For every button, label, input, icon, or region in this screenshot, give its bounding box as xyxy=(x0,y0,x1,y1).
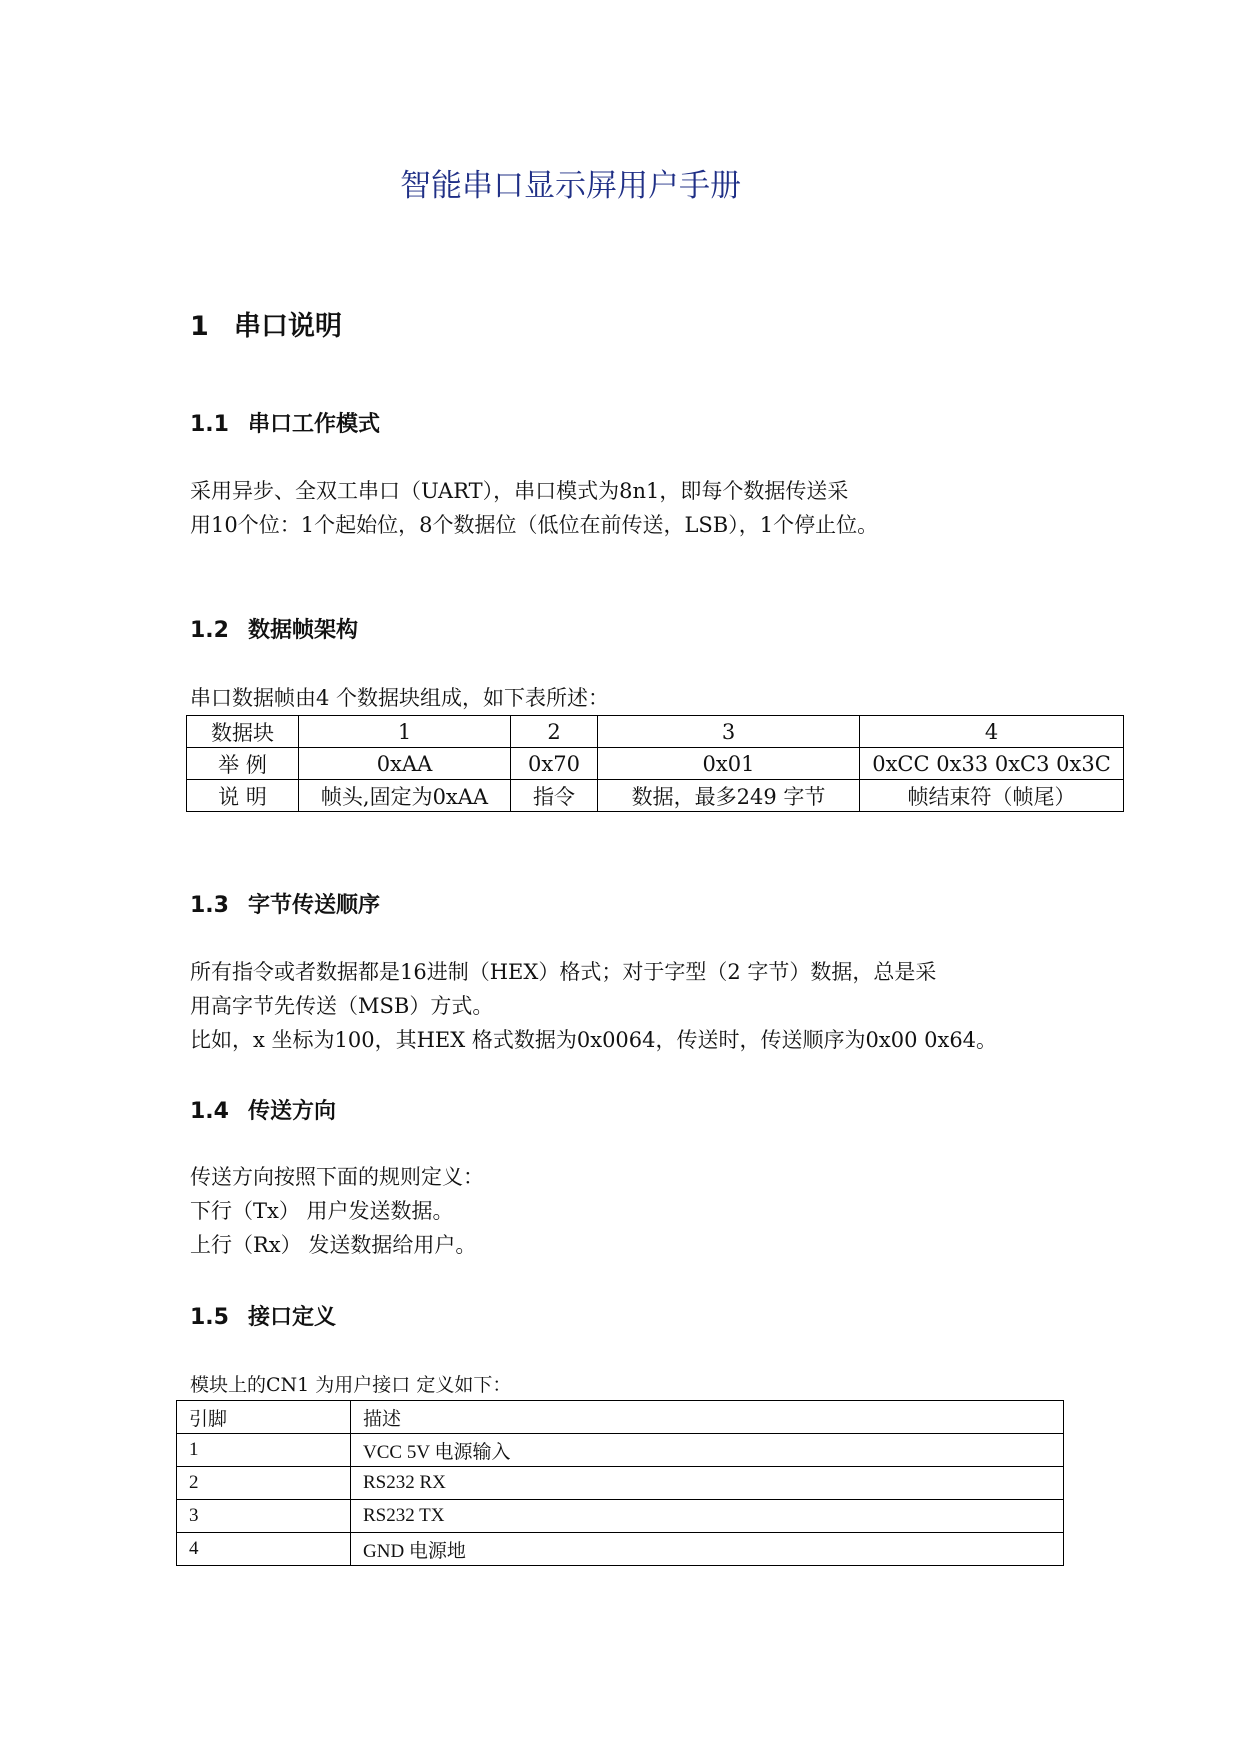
table-cell: RS232 TX xyxy=(351,1500,1064,1533)
table-cell: 描述 xyxy=(351,1401,1064,1434)
section-title: 串口说明 xyxy=(234,311,342,342)
table-cell: GND 电源地 xyxy=(351,1533,1064,1566)
document-title: 智能串口显示屏用户手册 xyxy=(400,168,741,204)
direction-paragraph xyxy=(190,1160,484,1262)
frame-intro: 串口数据帧由4 个数据块组成，如下表所述： xyxy=(190,686,610,710)
table-row xyxy=(177,1401,1064,1434)
paragraph-line: 传送方向按照下面的规则定义： xyxy=(190,1165,484,1189)
paragraph-line: 用高字节先传送（MSB）方式。 xyxy=(190,994,494,1018)
table-row xyxy=(187,716,1124,748)
subsection-number: 1.3 xyxy=(190,893,229,918)
table-cell: 0x01 xyxy=(598,748,860,780)
table-cell: 2 xyxy=(177,1467,351,1500)
table-cell: 4 xyxy=(177,1533,351,1566)
uart-mode-paragraph xyxy=(190,474,878,542)
pin-definition-table xyxy=(176,1400,1064,1566)
table-cell: VCC 5V 电源输入 xyxy=(351,1434,1064,1467)
paragraph-line: 比如，x 坐标为100，其HEX 格式数据为0x0064，传送时，传送顺序为0x00 0x64。 xyxy=(190,1028,998,1052)
table-cell: 指令 xyxy=(511,780,598,812)
section-heading xyxy=(190,304,342,343)
table-cell: 0x70 xyxy=(511,748,598,780)
table-row xyxy=(177,1467,1064,1500)
subsection-number: 1.4 xyxy=(190,1099,229,1124)
table-cell: 1 xyxy=(299,716,511,748)
table-cell: 0xCC 0x33 0xC3 0x3C xyxy=(860,748,1124,780)
subsection-title: 串口工作模式 xyxy=(248,412,381,437)
subsection-number: 1.5 xyxy=(190,1305,229,1330)
subsection-number: 1.1 xyxy=(190,412,229,437)
table-cell: 3 xyxy=(177,1500,351,1533)
table-cell: 帧结束符（帧尾） xyxy=(860,780,1124,812)
table-cell: 2 xyxy=(511,716,598,748)
subsection-heading-1-1 xyxy=(190,407,380,438)
table-cell: 帧头,固定为0xAA xyxy=(299,780,511,812)
table-row xyxy=(187,780,1124,812)
table-cell: RS232 RX xyxy=(351,1467,1064,1500)
paragraph-line: 下行（Tx） 用户发送数据。 xyxy=(190,1199,454,1223)
table-cell: 0xAA xyxy=(299,748,511,780)
table-cell: 数据，最多249 字节 xyxy=(598,780,860,812)
paragraph-line: 用10个位：1个起始位，8个数据位（低位在前传送，LSB），1个停止位。 xyxy=(190,513,879,537)
subsection-title: 传送方向 xyxy=(248,1099,337,1124)
byte-order-paragraph xyxy=(190,955,997,1057)
subsection-title: 字节传送顺序 xyxy=(248,893,381,918)
table-row xyxy=(177,1434,1064,1467)
subsection-heading-1-4 xyxy=(190,1094,336,1125)
section-number: 1 xyxy=(190,311,209,342)
frame-structure-table xyxy=(186,715,1124,812)
subsection-heading-1-2 xyxy=(190,613,358,644)
subsection-title: 接口定义 xyxy=(248,1305,337,1330)
subsection-title: 数据帧架构 xyxy=(248,618,359,643)
table-cell: 举 例 xyxy=(187,748,299,780)
subsection-number: 1.2 xyxy=(190,618,229,643)
table-cell: 说 明 xyxy=(187,780,299,812)
table-cell: 引脚 xyxy=(177,1401,351,1434)
paragraph-line: 所有指令或者数据都是16进制（HEX）格式；对于字型（2 字节）数据，总是采 xyxy=(190,960,937,984)
paragraph-line: 采用异步、全双工串口（UART），串口模式为8n1，即每个数据传送采 xyxy=(190,479,849,503)
table-cell: 1 xyxy=(177,1434,351,1467)
table-row xyxy=(177,1533,1064,1566)
table-row xyxy=(177,1500,1064,1533)
subsection-heading-1-5 xyxy=(190,1300,336,1331)
subsection-heading-1-3 xyxy=(190,888,380,919)
table-row xyxy=(187,748,1124,780)
table-cell: 4 xyxy=(860,716,1124,748)
interface-intro: 模块上的CN1 为用户接口 定义如下： xyxy=(190,1374,512,1396)
paragraph-line: 上行（Rx） 发送数据给用户。 xyxy=(190,1233,477,1257)
table-cell: 数据块 xyxy=(187,716,299,748)
table-cell: 3 xyxy=(598,716,860,748)
